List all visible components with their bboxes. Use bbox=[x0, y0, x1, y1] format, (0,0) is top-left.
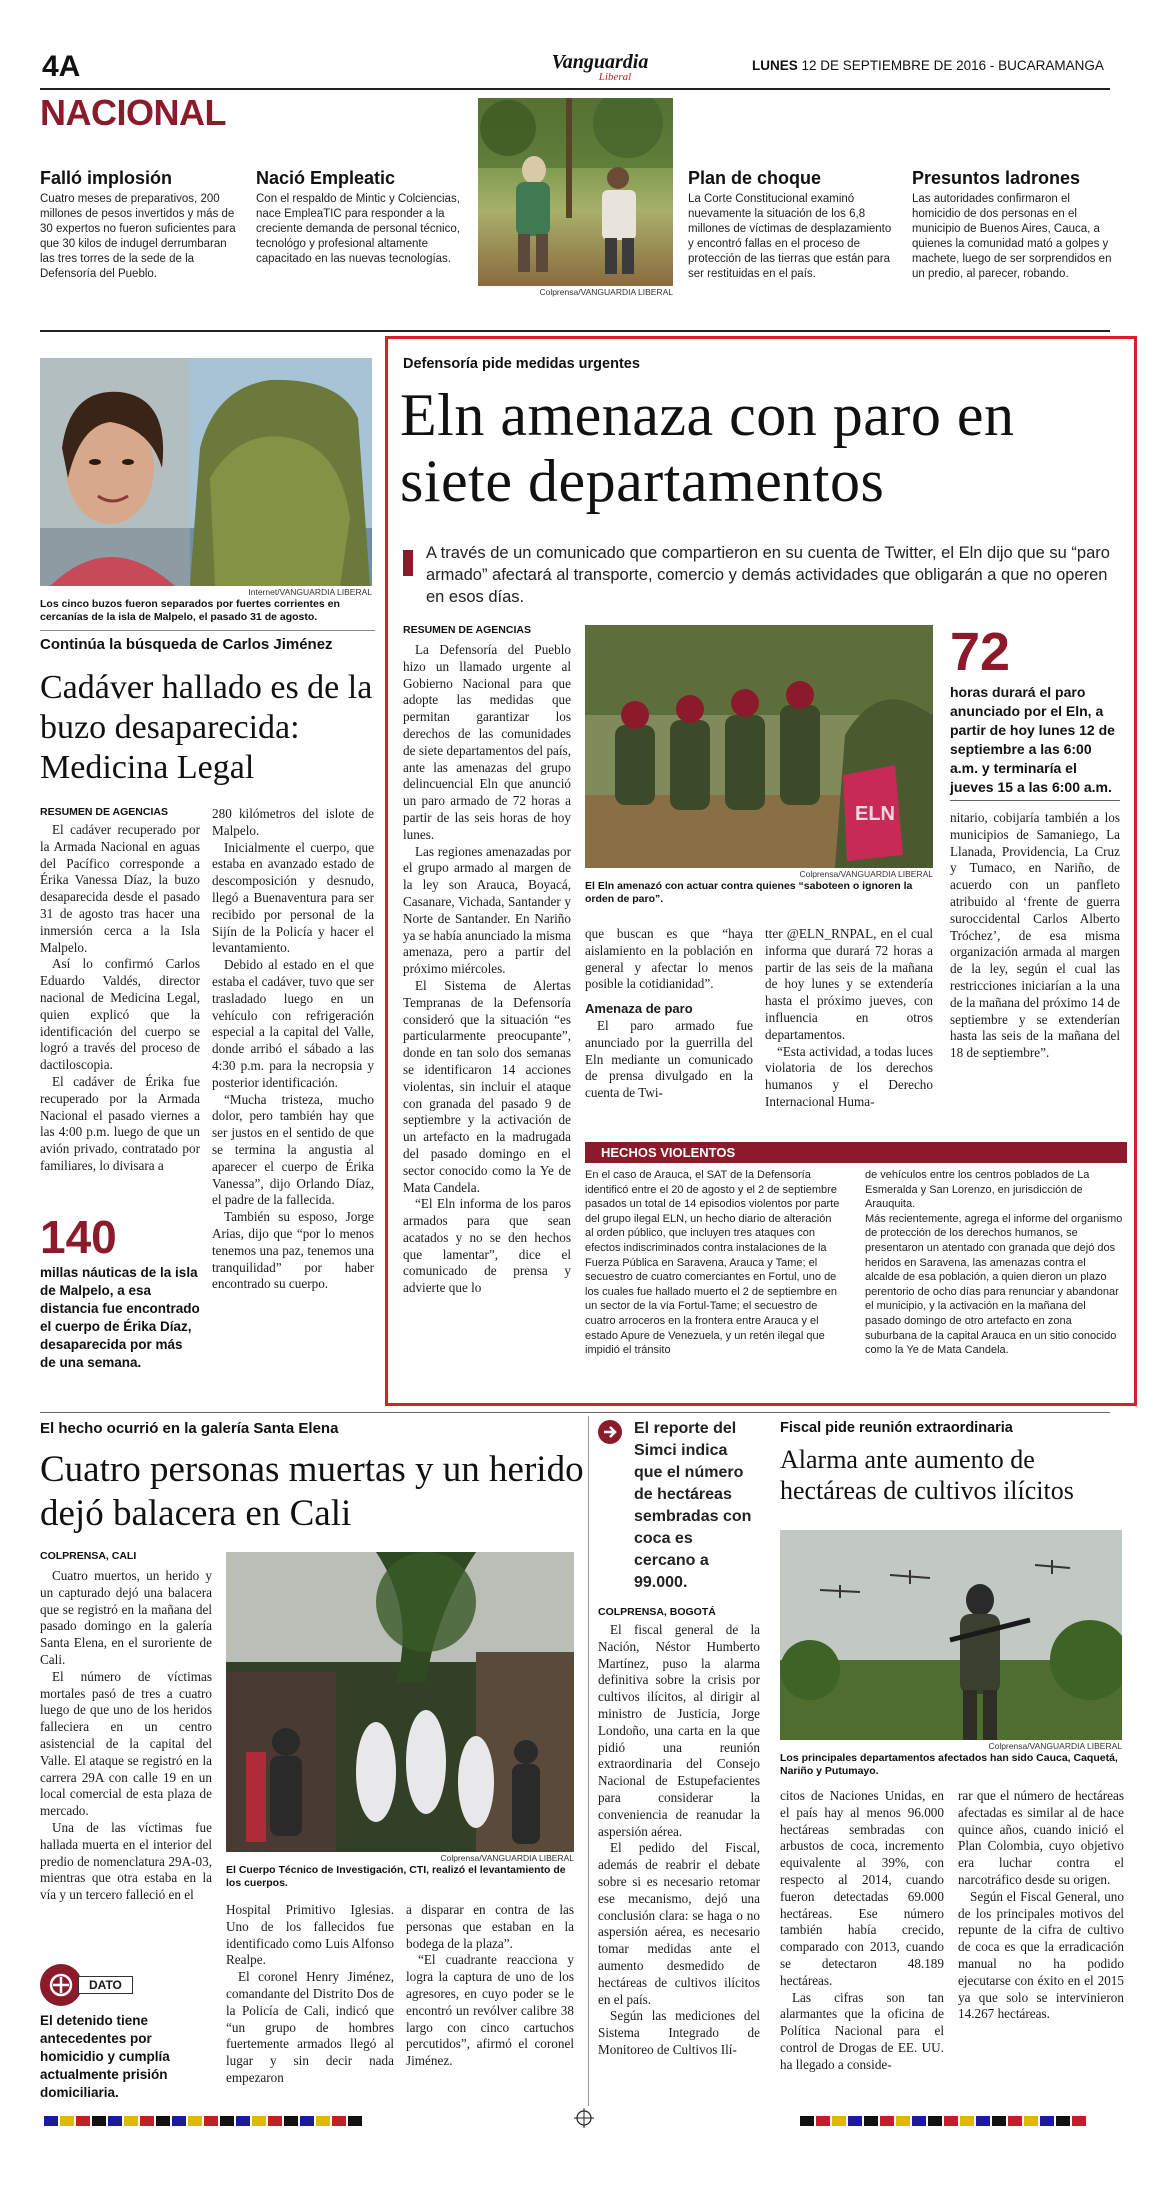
date-rest: 12 DE SEPTIEMBRE DE 2016 - BUCARAMANGA bbox=[801, 58, 1104, 73]
cali-paragraph: Hospital Primitivo Iglesias. Uno de los fallecidos fue identificado como Luis Alfonso Realpe. bbox=[226, 1902, 394, 1968]
arrow-right-icon bbox=[598, 1420, 622, 1444]
buzo-kicker: Continúa la búsqueda de Carlos Jiménez bbox=[40, 636, 333, 653]
buzo-paragraph: El cadáver de Érika fue recuperado por la Armada Nacional el pasado viernes a las 4:00 p.m. luego de que un avión privado, contratado por familiares, lo divisara a bbox=[40, 1073, 200, 1173]
eln-paragraph: Las regiones amenazadas por el grupo armado al margen de la ley son Arauca, Boyacá, Casanare, Vichada, Santander y Norte de Santander. En Nariño ya se había anunciado la misma amenaza, pero a partir del próximo miércoles. bbox=[403, 843, 571, 977]
briefs-bottom-rule bbox=[40, 330, 1110, 332]
arrow-circle-icon bbox=[598, 1420, 622, 1444]
cultivos-paragraph: Según el Fiscal General, uno de los principales motivos del repunte de la cifra de cultivo de coca es que la erradicación manual no ha podido ejecutarse con éxito en el 2015 ya que solo se intervinieron 14.267 hectáreas. bbox=[958, 1888, 1124, 2022]
eln-paragraph: La Defensoría del Pueblo hizo un llamado urgente al Gobierno Nacional para que adopte las medidas que permitan garantizar los derechos de las comunidades de siete departamentos del país, ante las amenazas del grupo delincuencial Eln que anunció un paro armado de 72 horas a partir de las seis horas de hoy lunes. bbox=[403, 642, 571, 842]
buzo-kicker-rule bbox=[40, 630, 375, 631]
page-number: 4A bbox=[42, 50, 81, 83]
logo-sub: Liberal bbox=[598, 71, 632, 83]
lower-top-rule bbox=[40, 1412, 1110, 1413]
cultivos-photo-illustration bbox=[780, 1530, 1122, 1740]
cali-col3 bbox=[406, 1902, 574, 2070]
buzo-paragraph: El cadáver recuperado por la Armada Nacional en aguas del Pacífico corresponde a Érika Vanessa Díaz, la buzo desaparecida desde el pasado 31 de agosto tras hacer una inmersión cerca a la Isla Malpelo. bbox=[40, 822, 200, 955]
buzo-paragraph: “Mucha tristeza, mucho dolor, pero también hay que ser justos en el sentido de que se termina la angustia al aparecer el cuerpo de Érika Vanessa”, dijo Orlando Díaz, el padre de la fallecida. bbox=[212, 1091, 374, 1208]
cali-paragraph: Cuatro muertos, un herido y un capturado dejó una balacera que se registró en la mañana del pasado domingo en la galería Santa Elena, en el suroriente de Cali. bbox=[40, 1568, 212, 1667]
cultivos-paragraph: Según las mediciones del Sistema Integrado de Monitoreo de Cultivos Ilí- bbox=[598, 2008, 760, 2057]
cali-kicker: El hecho ocurrió en la galería Santa Elena bbox=[40, 1420, 339, 1437]
buzo-photo bbox=[40, 358, 372, 586]
dato-text: El detenido tiene antecedentes por homicidio y cumplía actualmente prisión domiciliaria. bbox=[40, 2013, 170, 2100]
dato-label: DATO bbox=[78, 1976, 133, 1994]
buzo-photo-illustration bbox=[40, 358, 372, 586]
date-day: LUNES bbox=[752, 58, 798, 73]
hechos-box bbox=[585, 1142, 1127, 1394]
eln-photo-credit: Colprensa/VANGUARDIA LIBERAL bbox=[799, 869, 933, 879]
brief-text: Con el respaldo de Mintic y Colciencias, nace EmpleaTIC para responder a la creciente demanda de personal técnico, tecnológo y profesional altamente capacitado en las nuevas tecnologías. bbox=[256, 193, 460, 265]
eln-paragraph: tter @ELN_RNPAL, en el cual informa que durará 72 horas a partir de las seis de la mañana de hoy lunes y se extendería hasta el próximo jueves, con influencia en otros departamentos. bbox=[765, 926, 933, 1042]
brief-4 bbox=[912, 168, 1112, 282]
hechos-box-col1: En el caso de Arauca, el SAT de la Defensoría identificó entre el 20 de agosto y el 2 de septiembre pasados un total de 14 episodios violentos por parte del grupo ilegal ELN, un hecho diario de alteración al orden público, que incluyen tres ataques con efectos indiscriminados contra instalaciones de la Fuerza Pública en Saravena, Arauca y Tame; el secuestro de cuatro comerciantes en Fortul, uno de los cuales fue hallado muerto el 2 de septiembre en un sector de la vía Fortul-Tame; el secuestro de cuatro arroceros en la frontera entre Arauca y el estado Apure de Venezuela, y un retén ilegal que impidió el tránsito bbox=[585, 1169, 840, 1357]
eln-paragraph: “El Eln informa de los paros armados para que sean acatados y no se den hechos que lamentar”, dice el comunicado de prensa y advierte que lo bbox=[403, 1196, 571, 1296]
brief-3 bbox=[688, 168, 893, 282]
eln-photo bbox=[585, 625, 933, 868]
eln-paragraph: El Sistema de Alertas Tempranas de la Defensoría consideró que la situación “es particularmente preocupante”, donde en tan solo dos semanas se identificaron 14 acciones violentas, sin incluir el ataque con granada del pasado 9 de septiembre y la activación de un artefacto en la madrugada del pasado domingo en el sector conocido como la Ye de Mata Candela. bbox=[403, 977, 571, 1195]
cali-photo-credit: Colprensa/VANGUARDIA LIBERAL bbox=[440, 1853, 574, 1863]
buzo-byline: RESUMEN DE AGENCIAS bbox=[40, 806, 168, 818]
color-registration-bar-left bbox=[44, 2113, 364, 2131]
hechos-box-title: HECHOS VIOLENTOS bbox=[585, 1142, 1127, 1163]
buzo-paragraph: También su esposo, Jorge Arias, dijo que “por lo menos tenemos una paz, tenemos una tranquilidad” por haber encontrado su cuerpo. bbox=[212, 1209, 374, 1292]
cultivos-paragraph: Las cifras son tan alarmantes que la oficina de Política Nacional para el control de Drogas de EE. UU. ha llegado a conside- bbox=[780, 1989, 944, 2072]
buzo-photo-caption: Los cinco buzos fueron separados por fuertes corrientes en cercanías de la isla de Malpelo, el pasado 31 de agosto. bbox=[40, 598, 340, 623]
svg-text:ELN: ELN bbox=[855, 803, 895, 825]
eln-kicker: Defensoría pide medidas urgentes bbox=[403, 356, 640, 372]
eln-subhead: Amenaza de paro bbox=[585, 1001, 693, 1017]
brief-2 bbox=[256, 168, 461, 267]
cali-col1 bbox=[40, 1568, 212, 1904]
cultivos-col3 bbox=[958, 1788, 1124, 2023]
eln-photo-illustration bbox=[585, 625, 933, 868]
cultivos-paragraph: El fiscal general de la Nación, Néstor Humberto Martínez, puso la alarma definitiva sobre la crisis por cultivos ilícitos, al dirigir al ministro de Justicia, Jorge Londoño, una carta en la que pidió una reunión extraordinaria del Consejo Nacional de Estupefacientes para considerar la conveniencia de reanudar la aspersión aérea. bbox=[598, 1622, 760, 1839]
pullquote bbox=[598, 1418, 758, 1594]
brief-title: Falló implosión bbox=[40, 168, 173, 188]
cultivos-paragraph: rar que el número de hectáreas afectadas es similar al de hace quince años, cuando inició el Plan Colombia, cuyo objetivo era luchar contra el narcotráfico desde su origen. bbox=[958, 1788, 1124, 1887]
registration-mark-icon bbox=[574, 2108, 594, 2128]
buzo-paragraph: Inicialmente el cuerpo, que estaba en avanzado estado de descomposición y desnudo, llegó a Buenaventura para ser recibido por personal de la Sijín de la Policía y hacer el levantamiento. bbox=[212, 839, 374, 956]
crosshair-icon bbox=[574, 2108, 594, 2128]
dato-header bbox=[40, 1964, 212, 2006]
header-rule bbox=[40, 88, 1110, 90]
brief-title: Nació Empleatic bbox=[256, 168, 396, 188]
buzo-headline: Cadáver hallado es de la buzo desaparecida: Medicina Legal bbox=[40, 669, 373, 786]
cali-paragraph: a disparar en contra de las personas que estaban en la bodega de la plaza”. bbox=[406, 1902, 574, 1951]
top-photo-illustration bbox=[478, 98, 673, 286]
buzo-paragraph: 280 kilómetros del islote de Malpelo. bbox=[212, 806, 374, 838]
cali-paragraph: El número de víctimas mortales pasó de tres a cuatro luego de que uno de los heridos falleciera en un centro asistencial de la capital del Valle. El ataque se registró en la carrera 29A con calle 19 en un local comercial de esta plaza de mercado. bbox=[40, 1668, 212, 1819]
cali-paragraph: El coronel Henry Jiménez, comandante del Distrito Dos de la Policía de Cali, indicó que “un grupo de hombres fuertemente armados llegó al lugar y sin decir nada empezaron bbox=[226, 1969, 394, 2085]
masthead-logo bbox=[540, 52, 660, 83]
eln-col2 bbox=[585, 926, 753, 1102]
eln-stat bbox=[950, 622, 1120, 797]
pullquote-text: El reporte del Simci indica que el número de hectáreas sembradas con coca es cercano a 99.000. bbox=[634, 1420, 752, 1591]
brief-title: Plan de choque bbox=[688, 168, 822, 188]
dato-icon-glyph bbox=[49, 1973, 73, 1997]
eln-photo-caption: El Eln amenazó con actuar contra quienes “saboteen o ignoren la orden de paro”. bbox=[585, 880, 913, 905]
dato-box bbox=[40, 1964, 212, 2102]
eln-byline: RESUMEN DE AGENCIAS bbox=[403, 624, 531, 636]
eln-headline: Eln amenaza con paro en siete departamentos bbox=[400, 382, 1015, 514]
eln-stat-number: 72 bbox=[950, 622, 1011, 682]
top-photo bbox=[478, 98, 673, 286]
cultivos-paragraph: citos de Naciones Unidas, en el país hay al menos 96.000 hectáreas sembradas con arbustos de coca, incremento equivalente al 39%, con respecto al 2014, cuando fueron detectadas 69.000 hectáreas. Ese número también había crecido, comparado con 2013, cuando se detectaron 48.189 hectáreas. bbox=[780, 1788, 944, 1988]
cultivos-byline: COLPRENSA, BOGOTÁ bbox=[598, 1606, 716, 1618]
section-title: NACIONAL bbox=[40, 92, 226, 133]
hechos-box-col2: de vehículos entre los centros poblados de La Esmeralda y San Lorenzo, en jurisdicción de Arauquita. Más recientemente, agrega el informe del organismo de protección de los derechos humanos, se presentaron un atentado con granada que dejó dos heridos en Saravena, las amenazas contra el alcalde de esa población, a quien dieron un plazo perentorio de ocho días para renunciar y abandonar el municipio, y la activación en la mañana del pasado domingo de otro artefacto en zona suburbana de la capital Arauca en un sitio conocido como la Ye de Mata Candela. bbox=[865, 1169, 1123, 1357]
eln-paragraph: nitario, cobijaría también a los municipios de Samaniego, La Llanada, Providencia, La Cruz y Tumaco, en Nariño, de acuerdo con un panfleto atribuido al ‘frente de guerra suroccidental Carlos Alberto Tróchez’, de esa misma organización armada al margen de la ley, según el cual las restricciones iniciarían a la una de la mañana del próximo 14 de septiembre y se extenderían hasta las seis de la mañana del 18 de septiembre”. bbox=[950, 810, 1120, 1061]
dato-icon bbox=[40, 1964, 82, 2006]
cali-headline: Cuatro personas muertas y un herido dejó balacera en Cali bbox=[40, 1449, 584, 1534]
cultivos-photo-credit: Colprensa/VANGUARDIA LIBERAL bbox=[988, 1741, 1122, 1751]
buzo-photo-credit: Internet/VANGUARDIA LIBERAL bbox=[248, 587, 372, 597]
logo-main: Vanguardia bbox=[551, 51, 649, 73]
column-separator bbox=[588, 1416, 589, 2106]
cali-paragraph: “El cuadrante reacciona y logra la captura de uno de los agresores, en cuyo poder se le encontró un revólver calibre 38 largo con cinco cartuchos percutidos”, afirmó el coronel Jiménez. bbox=[406, 1952, 574, 2069]
cultivos-col2 bbox=[780, 1788, 944, 2074]
eln-stat-rule bbox=[950, 800, 1120, 801]
cultivos-photo bbox=[780, 1530, 1122, 1740]
cultivos-paragraph: El pedido del Fiscal, además de reabrir el debate sobre si es necesario retomar ese mecanismo, dejó una conclusión clara: se haga o no aspersión aérea, es necesario tomar medidas ante el aumento desmedido de hectáreas de cultivos ilícitos en el país. bbox=[598, 1840, 760, 2007]
cali-col2 bbox=[226, 1902, 394, 2087]
cultivos-col1 bbox=[598, 1622, 760, 2059]
cali-byline: COLPRENSA, CALI bbox=[40, 1550, 137, 1562]
eln-lead-marker bbox=[403, 550, 413, 576]
buzo-stat bbox=[40, 1211, 202, 1372]
cultivos-kicker: Fiscal pide reunión extraordinaria bbox=[780, 1420, 1013, 1436]
eln-paragraph: que buscan es que “haya aislamiento en la población en general y afectar lo menos posible la cotidianidad”. bbox=[585, 926, 753, 992]
brief-text: La Corte Constitucional examinó nuevamente la situación de los 6,8 millones de víctimas de desplazamiento y encontró fallas en el proceso de protección de las tierras que están para ser restituidas en el país. bbox=[688, 193, 892, 280]
eln-col4 bbox=[950, 810, 1120, 1062]
eln-paragraph: El paro armado fue anunciado por la guerrilla del Eln mediante un comunicado de prensa divulgado en la cuenta de Twi- bbox=[585, 1017, 753, 1101]
cultivos-photo-caption: Los principales departamentos afectados han sido Cauca, Caquetá, Nariño y Putumayo. bbox=[780, 1752, 1118, 1777]
cali-photo bbox=[226, 1552, 574, 1852]
cultivos-headline: Alarma ante aumento de hectáreas de cultivos ilícitos bbox=[780, 1445, 1074, 1505]
eln-stat-text: horas durará el paro anunciado por el Eln, a partir de hoy lunes 12 de septiembre a las 6:00 a.m. y terminaría el jueves 15 a las 6:00 a.m. bbox=[950, 684, 1115, 795]
color-registration-bar-right bbox=[800, 2113, 1088, 2131]
buzo-stat-text: millas náuticas de la isla de Malpelo, a esa distancia fue encontrado el cuerpo de Érika Díaz, desaparecida por más de una semana. bbox=[40, 1265, 200, 1370]
cali-photo-illustration bbox=[226, 1552, 574, 1852]
eln-col1 bbox=[403, 642, 571, 1297]
cali-photo-caption: El Cuerpo Técnico de Investigación, CTI, realizó el levantamiento de los cuerpos. bbox=[226, 1864, 566, 1889]
brief-text: Cuatro meses de preparativos, 200 millones de pesos invertidos y más de 30 expertos no fueron suficientes para que 30 kilos de indugel derrumbaran las tres torres de la sede de la Defensoría del Pueblo. bbox=[40, 193, 236, 280]
eln-lead: A través de un comunicado que compartieron en su cuenta de Twitter, el Eln dijo que su “paro armado” afectará al transporte, comercio y demás actividades que obligarán a que no operen en esos días. bbox=[426, 544, 1110, 606]
brief-1 bbox=[40, 168, 240, 282]
buzo-col2 bbox=[212, 806, 374, 1293]
eln-paragraph: “Esta actividad, a todas luces violatoria de los derechos humanos y el Derecho Internacional Huma- bbox=[765, 1043, 933, 1109]
buzo-paragraph: Debido al estado en el que estaba el cadáver, tuvo que ser trasladado luego en un vehículo con refrigeración especial a la capital del Valle, donde arribó el sábado a las 4:30 p.m. para la necropsia y posterior identificación. bbox=[212, 957, 374, 1090]
eln-col3 bbox=[765, 926, 933, 1111]
brief-title: Presuntos ladrones bbox=[912, 168, 1081, 188]
top-photo-credit: Colprensa/VANGUARDIA LIBERAL bbox=[539, 287, 673, 297]
buzo-paragraph: Así lo confirmó Carlos Eduardo Valdés, director nacional de Medicina Legal, quien explicó que la identificación del cuerpo se logró a través del proceso de dactiloscopia. bbox=[40, 956, 200, 1073]
brief-text: Las autoridades confirmaron el homicidio de dos personas en el municipio de Buenos Aires, Cauca, a quienes la comunidad mató a golpes y machete, luego de ser sorprendidos en un predio, al parecer, robando. bbox=[912, 193, 1112, 280]
buzo-stat-number: 140 bbox=[40, 1211, 117, 1263]
cali-paragraph: Una de las víctimas fue hallada muerta en el interior del predio de nomenclatura 29A-03, mientras que otra estaba en la vía y un tercero falleció en el bbox=[40, 1819, 212, 1903]
buzo-col1 bbox=[40, 822, 200, 1175]
page-date bbox=[752, 58, 1104, 73]
